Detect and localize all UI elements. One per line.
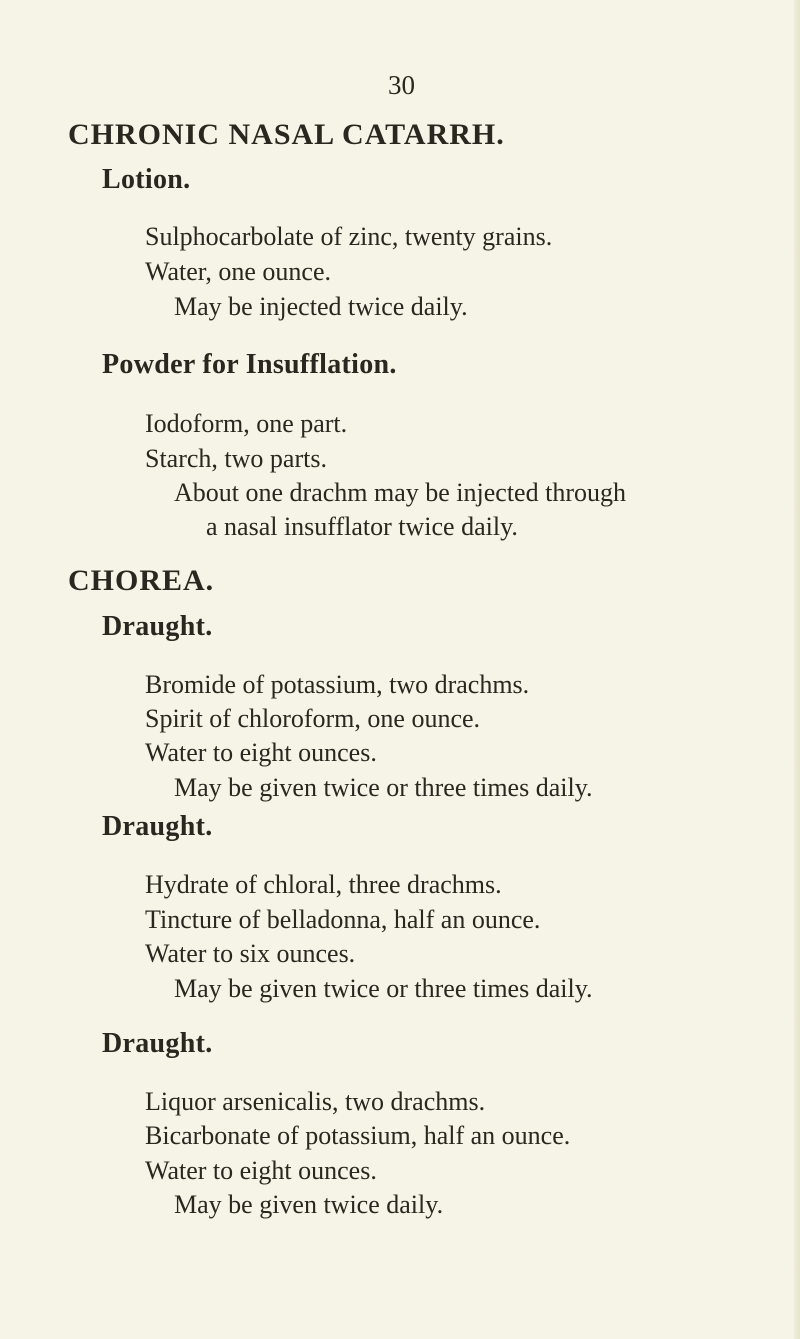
recipe-line: Bromide of potassium, two drachms. (145, 670, 530, 699)
section-title-chronic-nasal-catarrh: CHRONIC NASAL CATARRH. (68, 118, 505, 151)
recipe-heading-draught: Draught. (102, 611, 213, 642)
recipe-instruction: About one drachm may be injected through (174, 478, 626, 507)
recipe-instruction-continued: a nasal insufflator twice daily. (206, 512, 518, 541)
recipe-line: Water to six ounces. (145, 939, 356, 968)
recipe-line: Water to eight ounces. (145, 1156, 377, 1185)
section-title-chorea: CHOREA. (68, 564, 215, 597)
recipe-instruction: May be given twice daily. (174, 1190, 444, 1219)
recipe-line: Water, one ounce. (145, 257, 331, 286)
page-edge-shadow (794, 0, 800, 1339)
recipe-line: Iodoform, one part. (145, 409, 348, 438)
recipe-instruction: May be given twice or three times daily. (174, 773, 593, 802)
recipe-line: Hydrate of chloral, three drachms. (145, 870, 502, 899)
recipe-heading-draught: Draught. (102, 1028, 213, 1059)
recipe-line: Sulphocarbolate of zinc, twenty grains. (145, 222, 553, 251)
recipe-line: Liquor arsenicalis, two drachms. (145, 1087, 486, 1116)
recipe-line: Tincture of belladonna, half an ounce. (145, 905, 541, 934)
recipe-heading-lotion: Lotion. (102, 164, 191, 195)
recipe-instruction: May be injected twice daily. (174, 292, 468, 321)
recipe-line: Starch, two parts. (145, 444, 327, 473)
recipe-instruction: May be given twice or three times daily. (174, 974, 593, 1003)
recipe-line: Spirit of chloroform, one ounce. (145, 704, 481, 733)
recipe-line: Bicarbonate of potassium, half an ounce. (145, 1121, 571, 1150)
recipe-line: Water to eight ounces. (145, 738, 377, 767)
recipe-heading-draught: Draught. (102, 811, 213, 842)
page-number: 30 (388, 70, 415, 100)
recipe-heading-powder: Powder for Insufflation. (102, 349, 397, 380)
